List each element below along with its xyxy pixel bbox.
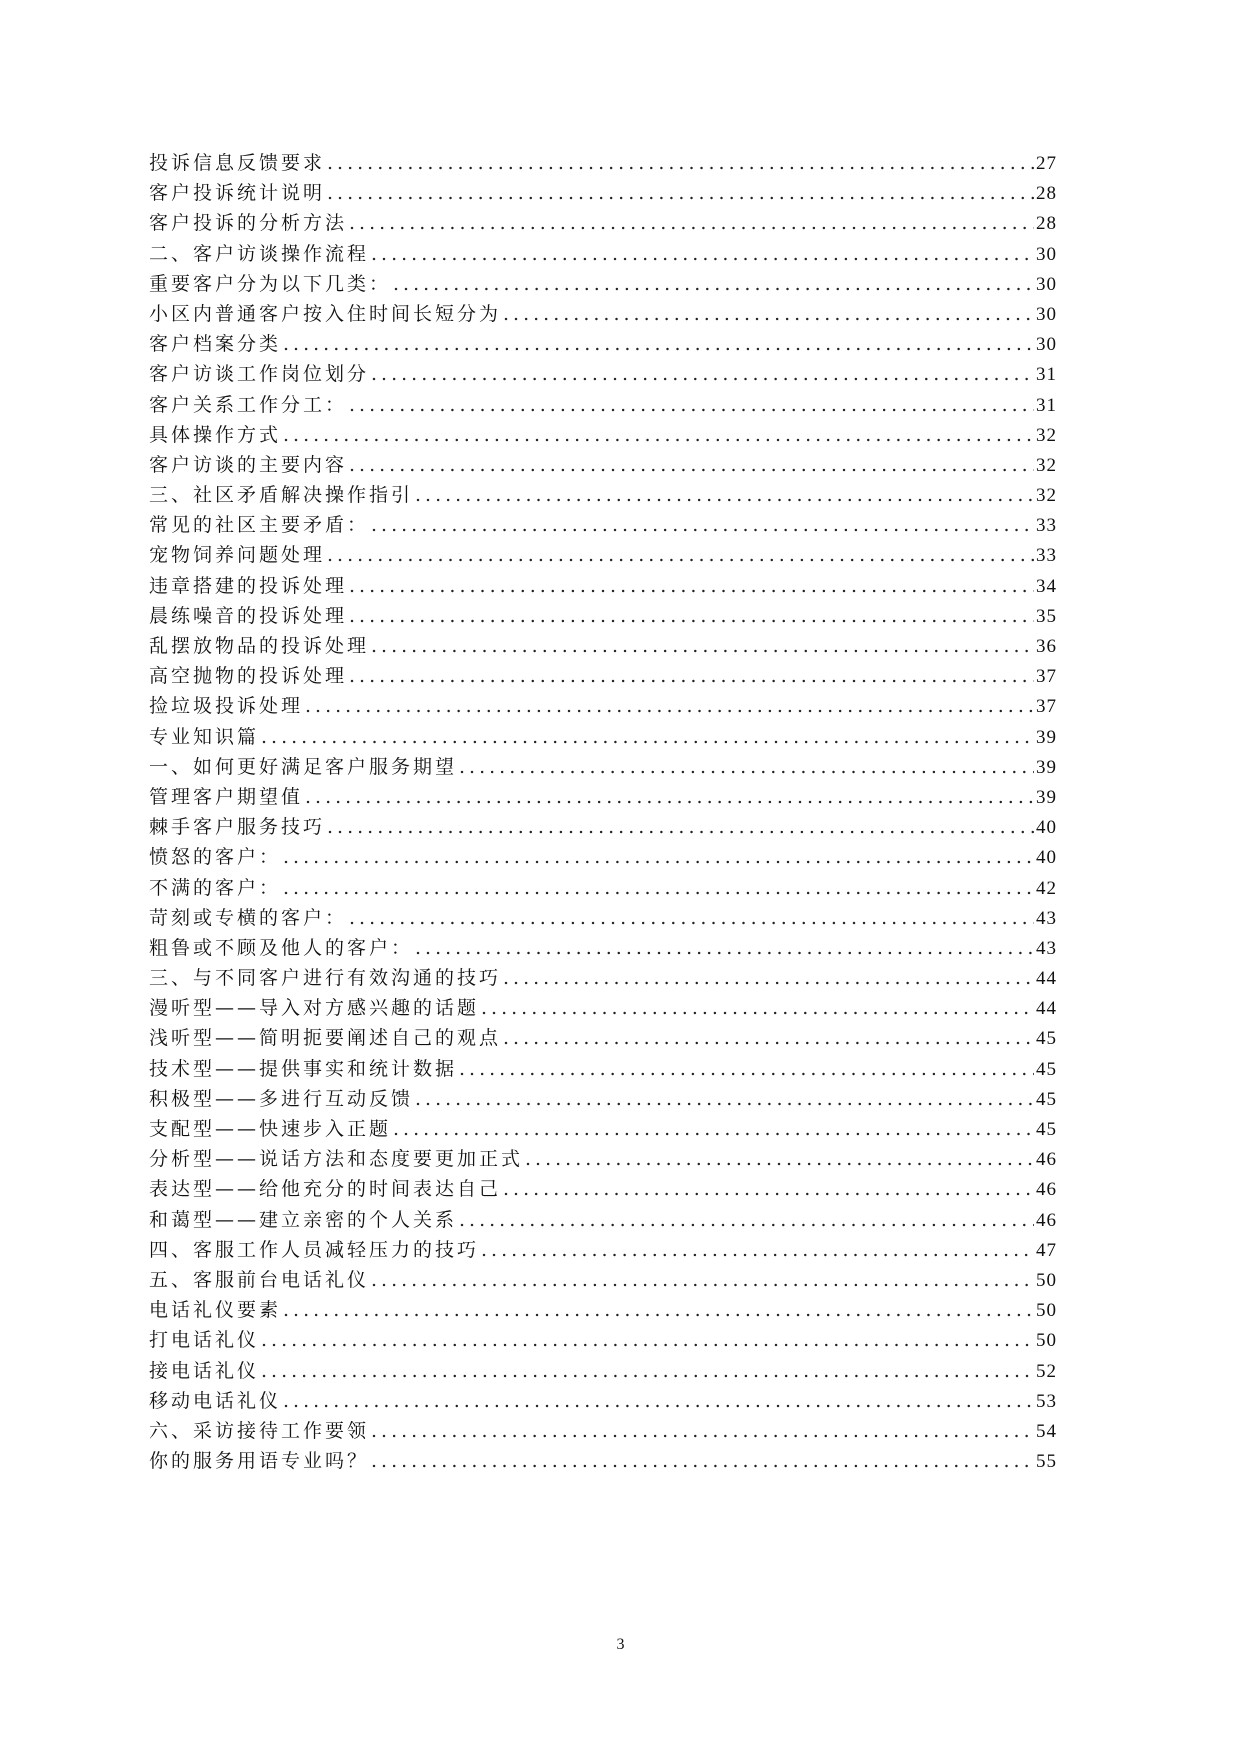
toc-entry-page: 46 — [1036, 1149, 1057, 1171]
dot-leader — [503, 1023, 1034, 1053]
dot-leader — [415, 1084, 1034, 1114]
toc-entry-title: 一、如何更好满足客户服务期望 — [149, 755, 458, 778]
toc-entry-title: 投诉信息反馈要求 — [149, 152, 326, 174]
toc-entry[interactable] — [149, 963, 1057, 993]
toc-entry-page: 52 — [1036, 1360, 1057, 1382]
toc-entry[interactable] — [149, 329, 1057, 359]
toc-entry-page: 37 — [1036, 696, 1057, 718]
toc-entry[interactable] — [149, 691, 1057, 721]
toc-entry-title: 二、客户访谈操作流程 — [149, 242, 370, 265]
dot-leader — [371, 359, 1034, 389]
toc-entry-page: 33 — [1036, 515, 1057, 537]
dot-leader — [371, 1446, 1034, 1476]
toc-entry[interactable] — [149, 812, 1057, 842]
toc-entry[interactable] — [149, 1054, 1057, 1084]
toc-entry[interactable] — [149, 661, 1057, 691]
dot-leader — [371, 510, 1034, 540]
toc-entry-page: 43 — [1036, 937, 1057, 959]
toc-entry[interactable] — [149, 1325, 1057, 1355]
toc-entry-page: 32 — [1036, 485, 1057, 507]
toc-entry-title: 客户访谈工作岗位划分 — [149, 363, 370, 386]
toc-entry-title: 漫听型——导入对方感兴趣的话题 — [149, 997, 480, 1020]
toc-entry-title: 棘手客户服务技巧 — [149, 816, 326, 839]
toc-entry-title: 重要客户分为以下几类： — [149, 272, 392, 295]
toc-entry-page: 34 — [1036, 575, 1057, 597]
toc-entry[interactable] — [149, 540, 1057, 570]
toc-entry[interactable] — [149, 450, 1057, 480]
toc-entry-page: 30 — [1036, 334, 1057, 356]
toc-entry-title: 宠物饲养问题处理 — [149, 544, 326, 567]
toc-entry-page: 45 — [1036, 1088, 1057, 1110]
toc-entry-title: 四、客服工作人员减轻压力的技巧 — [149, 1238, 480, 1261]
toc-entry[interactable] — [149, 299, 1057, 329]
toc-entry-page: 32 — [1036, 424, 1057, 446]
dot-leader — [481, 1235, 1034, 1265]
toc-entry[interactable] — [149, 480, 1057, 510]
toc-entry-page: 30 — [1036, 243, 1057, 265]
dot-leader — [349, 903, 1034, 933]
page-number: 3 — [616, 1636, 625, 1653]
toc-entry[interactable] — [149, 420, 1057, 450]
toc-entry-page: 50 — [1036, 1269, 1057, 1291]
dot-leader — [283, 873, 1034, 903]
toc-entry-title: 乱摆放物品的投诉处理 — [149, 635, 370, 657]
toc-entry-page: 53 — [1036, 1390, 1057, 1412]
toc-entry-page: 31 — [1036, 364, 1057, 386]
toc-entry[interactable] — [149, 1174, 1057, 1204]
dot-leader — [503, 299, 1034, 329]
toc-entry-title: 客户访谈的主要内容 — [149, 453, 348, 476]
toc-entry-title: 技术型——提供事实和统计数据 — [149, 1057, 458, 1080]
toc-entry-title: 积极型——多进行互动反馈 — [149, 1087, 414, 1110]
dot-leader — [415, 933, 1034, 963]
toc-entry-page: 44 — [1036, 998, 1057, 1020]
toc-entry-title: 愤怒的客户： — [149, 846, 282, 869]
toc-entry-title: 粗鲁或不顾及他人的客户： — [149, 936, 414, 959]
toc-entry-title: 接电话礼仪 — [149, 1359, 260, 1382]
dot-leader — [459, 1205, 1034, 1235]
toc-entry-page: 45 — [1036, 1028, 1057, 1050]
toc-entry-page: 36 — [1036, 636, 1057, 657]
toc-entry[interactable] — [149, 722, 1057, 752]
dot-leader — [349, 661, 1034, 691]
toc-entry[interactable] — [149, 269, 1057, 299]
toc-entry[interactable] — [149, 993, 1057, 1023]
dot-leader — [283, 1295, 1034, 1325]
toc-entry-page: 55 — [1036, 1451, 1057, 1473]
toc-entry-page: 54 — [1036, 1420, 1057, 1442]
dot-leader — [283, 1386, 1034, 1416]
dot-leader — [459, 752, 1034, 782]
toc-entry[interactable] — [149, 1265, 1057, 1295]
toc-entry[interactable] — [149, 359, 1057, 389]
toc-entry-title: 管理客户期望值 — [149, 785, 304, 808]
toc-entry-title: 捡垃圾投诉处理 — [149, 695, 304, 718]
toc-entry-page: 42 — [1036, 877, 1057, 899]
toc-entry-page: 27 — [1036, 153, 1057, 174]
toc-entry-title: 高空抛物的投诉处理 — [149, 665, 348, 688]
dot-leader — [305, 691, 1034, 721]
toc-entry-title: 客户关系工作分工： — [149, 393, 348, 416]
toc-entry-page: 39 — [1036, 786, 1057, 808]
toc-entry-page: 28 — [1036, 213, 1057, 235]
toc-entry-page: 32 — [1036, 454, 1057, 476]
dot-leader — [261, 722, 1034, 752]
toc-entry-title: 常见的社区主要矛盾： — [149, 514, 370, 537]
toc-entry[interactable] — [149, 571, 1057, 601]
dot-leader — [327, 178, 1034, 208]
toc-entry[interactable] — [149, 1295, 1057, 1325]
dot-leader — [503, 963, 1034, 993]
toc-entry-title: 客户档案分类 — [149, 333, 282, 356]
toc-entry-title: 客户投诉统计说明 — [149, 182, 326, 205]
dot-leader — [393, 1114, 1034, 1144]
toc-entry[interactable] — [149, 178, 1057, 208]
toc-entry-page: 33 — [1036, 545, 1057, 567]
dot-leader — [261, 1356, 1034, 1386]
dot-leader — [349, 450, 1034, 480]
toc-entry-title: 打电话礼仪 — [149, 1329, 260, 1352]
toc-entry[interactable] — [149, 752, 1057, 782]
toc-entry[interactable] — [149, 1205, 1057, 1235]
toc-entry-title: 客户投诉的分析方法 — [149, 212, 348, 235]
dot-leader — [503, 1174, 1034, 1204]
dot-leader — [415, 480, 1034, 510]
toc-entry[interactable] — [149, 631, 1057, 661]
toc-entry-title: 六、采访接待工作要领 — [149, 1419, 370, 1442]
toc-entry-page: 44 — [1036, 968, 1057, 990]
dot-leader — [349, 390, 1034, 420]
dot-leader — [371, 1265, 1034, 1295]
dot-leader — [305, 782, 1034, 812]
dot-leader — [327, 148, 1034, 178]
dot-leader — [261, 1325, 1034, 1355]
toc-entry-title: 三、社区矛盾解决操作指引 — [149, 484, 414, 507]
toc-entry-title: 具体操作方式 — [149, 423, 282, 446]
toc-entry-title: 苛刻或专横的客户： — [149, 906, 348, 929]
toc-entry-page: 45 — [1036, 1058, 1057, 1080]
dot-leader — [283, 329, 1034, 359]
toc-entry[interactable] — [149, 239, 1057, 269]
toc-entry[interactable] — [149, 1416, 1057, 1446]
toc-entry[interactable] — [149, 782, 1057, 812]
dot-leader — [525, 1144, 1034, 1174]
toc-entry[interactable] — [149, 1386, 1057, 1416]
toc-entry-title: 三、与不同客户进行有效沟通的技巧 — [149, 967, 502, 990]
toc-entry-title: 五、客服前台电话礼仪 — [149, 1268, 370, 1291]
toc-entry[interactable] — [149, 903, 1057, 933]
toc-entry-title: 和蔼型——建立亲密的个人关系 — [149, 1208, 458, 1231]
toc-entry[interactable] — [149, 1235, 1057, 1265]
toc-entry-page: 40 — [1036, 847, 1057, 869]
toc-entry-title: 小区内普通客户按入住时间长短分为 — [149, 302, 502, 325]
toc-entry-page: 47 — [1036, 1239, 1057, 1261]
dot-leader — [393, 269, 1034, 299]
toc-entry[interactable] — [149, 933, 1057, 963]
toc-entry-page: 31 — [1036, 394, 1057, 416]
toc-entry-page: 46 — [1036, 1179, 1057, 1201]
toc-entry[interactable] — [149, 1446, 1057, 1476]
toc-entry[interactable] — [149, 1114, 1057, 1144]
dot-leader — [349, 208, 1034, 238]
toc-entry[interactable] — [149, 601, 1057, 631]
table-of-contents — [149, 148, 1057, 1476]
dot-leader — [283, 842, 1034, 872]
toc-entry-page: 39 — [1036, 756, 1057, 778]
dot-leader — [371, 239, 1034, 269]
dot-leader — [327, 540, 1034, 570]
toc-entry-page: 40 — [1036, 817, 1057, 839]
toc-entry-page: 45 — [1036, 1119, 1057, 1140]
toc-entry-page: 30 — [1036, 303, 1057, 325]
toc-entry-title: 电话礼仪要素 — [149, 1299, 282, 1322]
toc-entry-page: 50 — [1036, 1300, 1057, 1322]
toc-entry-title: 你的服务用语专业吗？ — [149, 1450, 370, 1473]
toc-entry[interactable] — [149, 1144, 1057, 1174]
toc-entry-page: 50 — [1036, 1330, 1057, 1352]
toc-entry-page: 28 — [1036, 183, 1057, 205]
toc-entry-page: 37 — [1036, 666, 1057, 688]
toc-entry-title: 违章搭建的投诉处理 — [149, 574, 348, 597]
toc-entry-page: 35 — [1036, 605, 1057, 627]
dot-leader — [371, 1416, 1034, 1446]
dot-leader — [371, 631, 1034, 661]
toc-entry[interactable] — [149, 148, 1057, 178]
dot-leader — [481, 993, 1034, 1023]
toc-entry-page: 30 — [1036, 273, 1057, 295]
dot-leader — [349, 601, 1034, 631]
toc-entry[interactable] — [149, 510, 1057, 540]
toc-entry-title: 移动电话礼仪 — [149, 1389, 282, 1412]
toc-entry[interactable] — [149, 208, 1057, 238]
dot-leader — [283, 420, 1034, 450]
dot-leader — [349, 571, 1034, 601]
toc-entry[interactable] — [149, 390, 1057, 420]
toc-entry-title: 专业知识篇 — [149, 725, 260, 748]
toc-entry-title: 表达型——给他充分的时间表达自己 — [149, 1178, 502, 1201]
dot-leader — [327, 812, 1034, 842]
toc-entry-page: 39 — [1036, 726, 1057, 748]
toc-entry-title: 支配型——快速步入正题 — [149, 1118, 392, 1140]
toc-entry-title: 分析型——说话方法和态度要更加正式 — [149, 1148, 524, 1171]
toc-entry-title: 晨练噪音的投诉处理 — [149, 604, 348, 627]
toc-entry-page: 46 — [1036, 1209, 1057, 1231]
toc-entry[interactable] — [149, 873, 1057, 903]
toc-entry[interactable] — [149, 842, 1057, 872]
toc-entry[interactable] — [149, 1023, 1057, 1053]
toc-entry-title: 不满的客户： — [149, 876, 282, 899]
dot-leader — [459, 1054, 1034, 1084]
toc-entry[interactable] — [149, 1356, 1057, 1386]
toc-entry[interactable] — [149, 1084, 1057, 1114]
toc-entry-page: 43 — [1036, 907, 1057, 929]
toc-entry-title: 浅听型——简明扼要阐述自己的观点 — [149, 1027, 502, 1050]
